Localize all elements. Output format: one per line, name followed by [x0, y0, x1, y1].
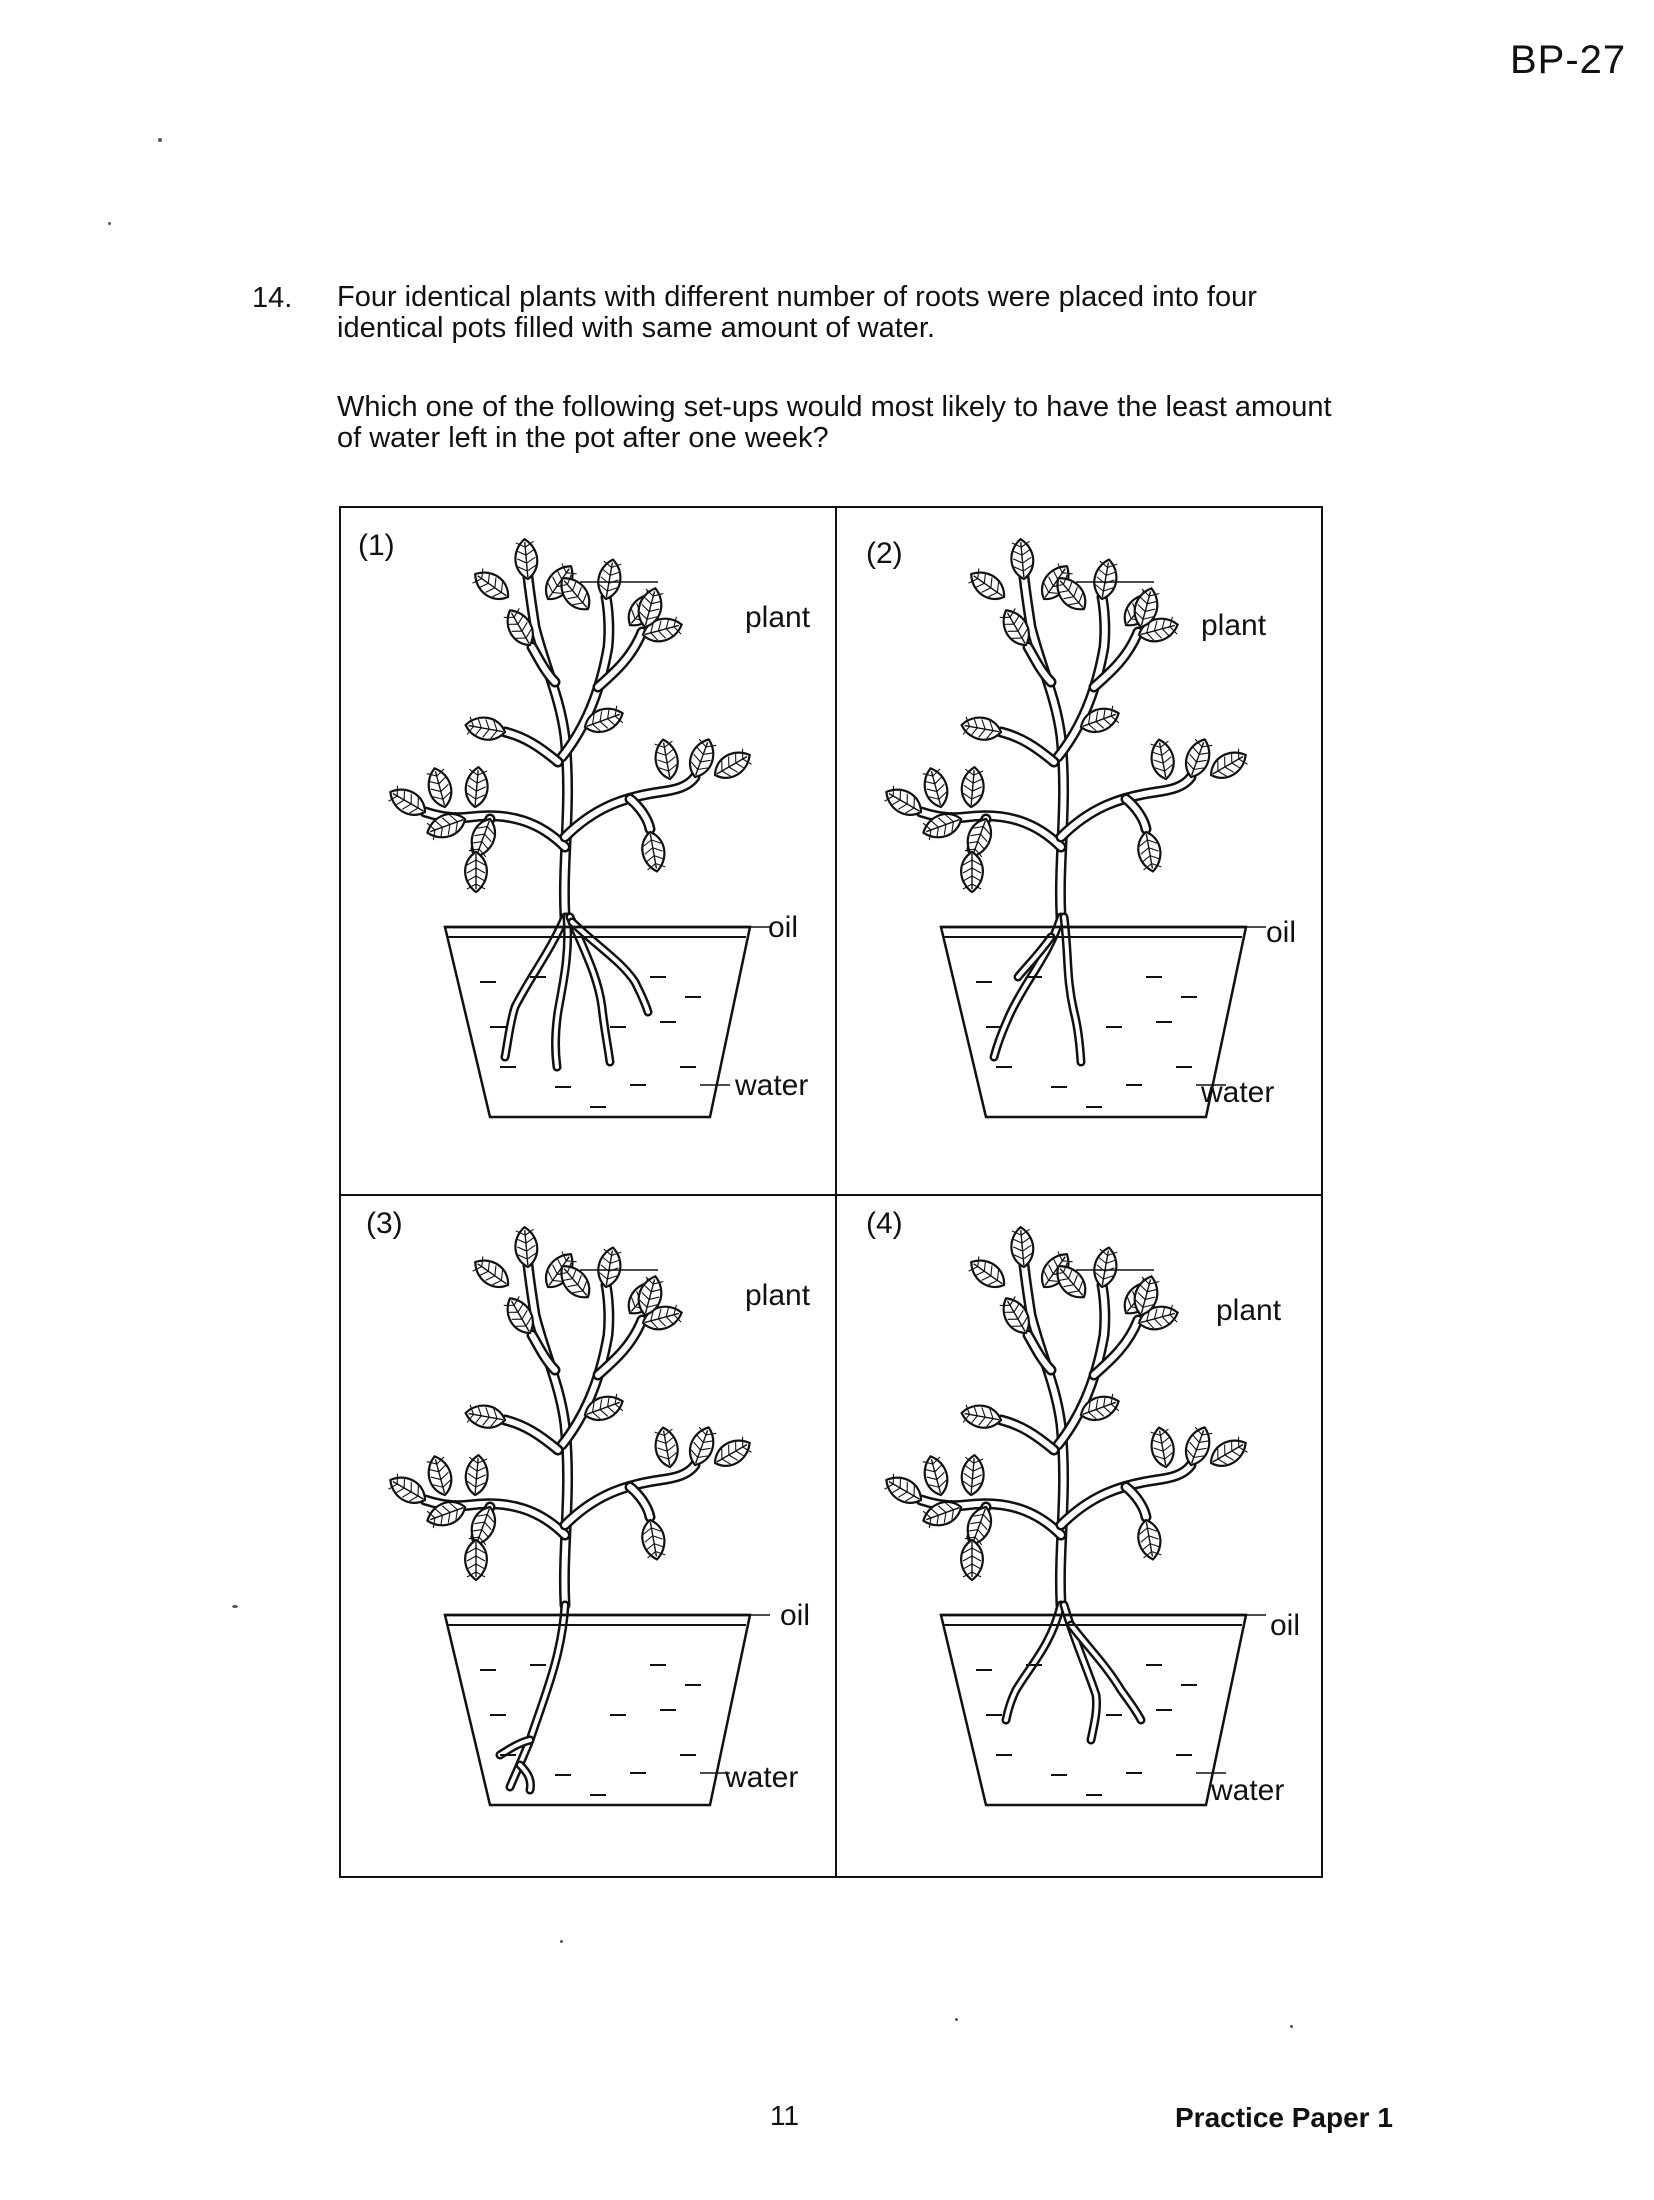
plant-setup-diagram — [836, 1195, 1336, 1885]
leaf — [595, 1246, 623, 1289]
question-prompt: Which one of the following set-ups would most likely to have the least amount of water left in the pot after one week? — [337, 391, 1332, 454]
scan-speck — [560, 1940, 563, 1943]
option-label: (2) — [866, 537, 903, 570]
leaf — [652, 1426, 680, 1469]
question-text: Four identical plants with different number of roots were placed into four identical pots filled with same amount of water. — [337, 281, 1257, 344]
leaf — [1181, 736, 1215, 781]
leaf — [965, 1253, 1010, 1294]
leaf — [920, 1454, 951, 1498]
leaf — [1135, 830, 1163, 873]
leaf — [1206, 1434, 1252, 1473]
plant-drawing — [881, 1226, 1251, 1605]
leaf — [424, 1454, 455, 1498]
plant-drawing — [881, 538, 1251, 917]
scan-speck — [955, 2018, 958, 2021]
leaf — [639, 1518, 667, 1561]
leaf — [1181, 1424, 1215, 1469]
roots-drawing — [500, 1605, 565, 1790]
plant-drawing — [385, 1226, 755, 1605]
scan-speck — [108, 222, 111, 225]
leaf — [1091, 1246, 1119, 1289]
leaf — [710, 746, 756, 785]
oil-label: oil — [1266, 916, 1297, 949]
leaf — [465, 852, 487, 892]
plant-label: plant — [1201, 609, 1267, 642]
plant-label: plant — [745, 601, 811, 634]
water-label: water — [1211, 1774, 1285, 1807]
leaf — [514, 538, 539, 580]
leaf — [1148, 738, 1176, 781]
option-1[interactable] — [340, 507, 840, 1197]
leaf — [1010, 538, 1035, 580]
leaf — [424, 766, 455, 810]
leaf — [464, 1402, 507, 1430]
scan-speck — [232, 1605, 238, 1608]
plant-drawing — [385, 538, 755, 917]
water-label: water — [1201, 1076, 1275, 1109]
water-label: water — [735, 1069, 809, 1102]
option-label: (4) — [866, 1207, 903, 1240]
leaf — [1010, 1226, 1035, 1268]
leaf — [469, 1253, 514, 1294]
leaf — [464, 1454, 489, 1496]
pot-drawing — [445, 1615, 770, 1805]
plant-label: plant — [745, 1279, 811, 1312]
leaf — [710, 1434, 756, 1473]
leaf — [1206, 746, 1252, 785]
page-number: 11 — [770, 2100, 800, 2131]
roots-drawing — [505, 917, 648, 1067]
leaf — [685, 1424, 719, 1469]
leaf — [685, 736, 719, 781]
leaf — [652, 738, 680, 781]
plant-label: plant — [1216, 1294, 1282, 1327]
option-3[interactable] — [340, 1195, 840, 1885]
oil-label: oil — [780, 1599, 811, 1632]
leaf — [464, 714, 507, 742]
plant-setup-diagram — [340, 507, 840, 1197]
scan-speck — [1290, 2025, 1293, 2028]
leaf — [1091, 558, 1119, 601]
option-label: (3) — [366, 1207, 403, 1240]
leaf — [960, 1402, 1003, 1430]
leaf — [464, 766, 489, 808]
leaf — [1148, 1426, 1176, 1469]
leaf — [514, 1226, 539, 1268]
option-4[interactable] — [836, 1195, 1336, 1885]
options-grid — [330, 505, 1330, 1885]
plant-setup-diagram — [836, 507, 1336, 1197]
leaf — [960, 714, 1003, 742]
leaf — [1135, 1518, 1163, 1561]
leaf — [961, 1540, 983, 1580]
oil-label: oil — [768, 911, 799, 944]
leaf — [960, 766, 985, 808]
leaf — [469, 565, 514, 606]
option-label: (1) — [358, 529, 395, 562]
leaf — [595, 558, 623, 601]
leaf — [960, 1454, 985, 1496]
scan-speck — [158, 138, 162, 142]
plant-setup-diagram — [340, 1195, 840, 1885]
roots-drawing — [994, 917, 1081, 1062]
leaf — [965, 565, 1010, 606]
water-label: water — [725, 1761, 799, 1794]
option-2[interactable] — [836, 507, 1336, 1197]
leaf — [961, 852, 983, 892]
leaf — [920, 766, 951, 810]
page-code: BP-27 — [1510, 38, 1627, 82]
leaf — [639, 830, 667, 873]
paper-name: Practice Paper 1 — [1175, 2102, 1393, 2133]
question-number: 14. — [252, 282, 293, 314]
leaf — [465, 1540, 487, 1580]
oil-label: oil — [1270, 1609, 1301, 1642]
